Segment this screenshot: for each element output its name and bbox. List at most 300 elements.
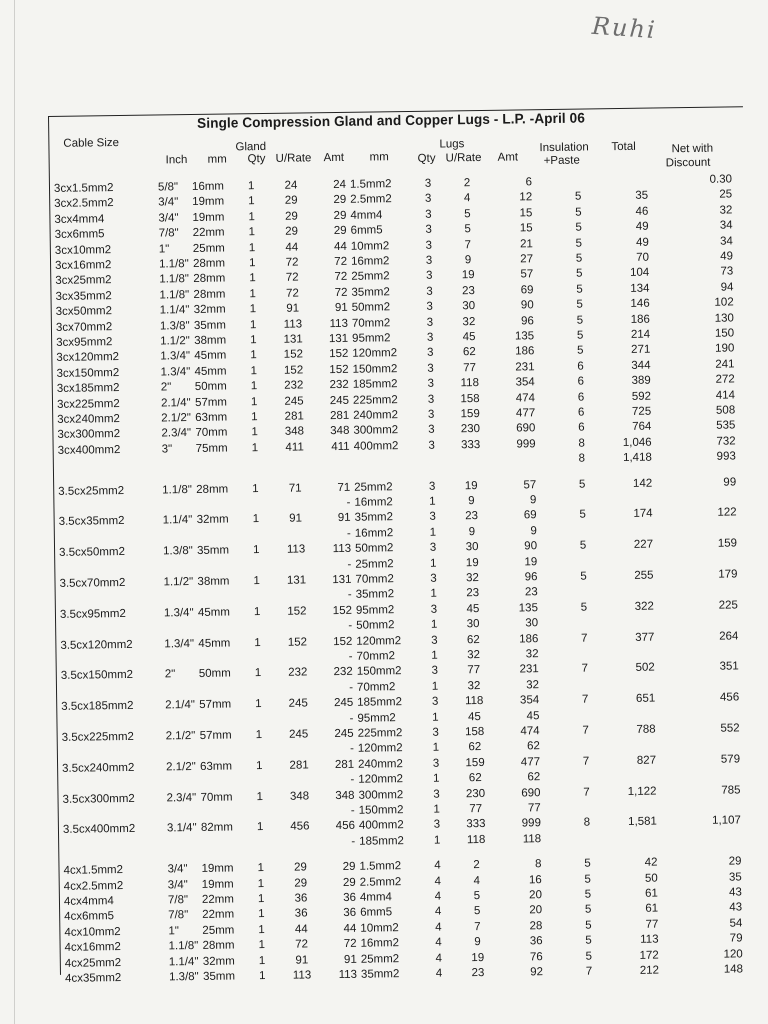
gland-qty-cell: 1	[254, 636, 261, 649]
lugs-mm-cell: 95mm2	[355, 604, 395, 617]
lugs-qty-cell: 3	[429, 541, 437, 554]
lugs-amt-cell: 21	[519, 237, 533, 251]
gland-urate-cell: 113	[286, 543, 306, 556]
gland-mm-cell: 28mm	[193, 272, 226, 286]
lugs-qty-cell: 3	[431, 695, 439, 708]
cable-size-cell: 3.5cx25mm2	[58, 484, 125, 498]
lugs-urate-cell: 23	[461, 284, 475, 298]
gland-amt-cell: 131	[332, 573, 352, 587]
cable-size-cell: 3cx10mm2	[54, 243, 112, 257]
gland-amt-cell: 232	[329, 379, 349, 392]
header-urate: U/Rate	[275, 152, 312, 165]
lugs-amt-cell: 27	[520, 253, 534, 266]
lugs-amt-cell: 20	[529, 904, 543, 917]
total-cell: 827	[636, 754, 657, 767]
gland-inch-cell: 7/8"	[158, 227, 179, 240]
lugs-qty-cell: 3	[427, 362, 434, 375]
lugs-amt-cell: 474	[520, 725, 540, 738]
lugs-urate-cell: 23	[466, 587, 480, 600]
cable-size-cell: 4cx16mm2	[64, 941, 121, 955]
lugs-urate-cell: 77	[469, 803, 483, 816]
gland-inch-cell: 1.1/8"	[158, 258, 189, 271]
lugs-urate-cell: 45	[466, 602, 480, 616]
gland-urate-cell: 152	[283, 348, 304, 362]
gland-amt-cell: 113	[329, 317, 349, 330]
lugs-qty-cell: 3	[428, 439, 435, 452]
scan-edge-line	[14, 0, 15, 1024]
net-with-discount-cell	[674, 491, 736, 492]
gland-mm-cell: 25mm	[192, 242, 225, 255]
gland-amt-cell: 113	[332, 542, 352, 556]
total-cell: 592	[631, 390, 652, 403]
gland-amt-cell: 281	[329, 409, 350, 423]
lugs-mm-cell: 70mm2	[356, 650, 396, 663]
total-cell: 134	[630, 282, 650, 295]
net-with-discount-cell: 241	[715, 358, 735, 371]
cable-size-cell: 3cx50mm2	[55, 305, 113, 319]
insulation-paste-cell: 5	[584, 888, 592, 901]
gland-inch-cell: 5/8"	[157, 181, 179, 194]
gland-amt-cell: 91	[337, 512, 351, 525]
gland-mm-cell: 19mm	[201, 862, 234, 876]
lugs-urate-cell: 5	[464, 207, 471, 220]
lugs-qty-cell: 4	[435, 952, 443, 965]
cable-size-cell: 3cx225mm2	[56, 397, 120, 411]
lugs-mm-cell: 25mm2	[351, 270, 390, 284]
lugs-mm-cell: 10mm2	[360, 921, 399, 935]
net-with-discount-cell	[678, 769, 740, 770]
lugs-urate-cell: 77	[467, 664, 481, 677]
gland-inch-cell: 1.1/4"	[159, 304, 190, 317]
lugs-amt-cell: 477	[520, 755, 541, 769]
gland-urate-cell: 72	[285, 256, 299, 269]
lugs-urate-cell: 333	[466, 818, 486, 831]
gland-urate-cell: 152	[287, 605, 307, 618]
lugs-amt-cell: 96	[524, 571, 538, 584]
lugs-urate-cell: 5	[473, 905, 481, 918]
gland-qty-cell: 1	[252, 513, 260, 526]
lugs-mm-cell: 95mm2	[357, 711, 396, 725]
gland-urate-cell: 72	[285, 271, 299, 285]
gland-inch-cell: 1.3/4"	[160, 365, 191, 379]
gland-amt-cell: -	[351, 835, 356, 848]
gland-inch-cell: 1.3/4"	[164, 637, 195, 651]
gland-inch-cell: 1.1/4"	[162, 514, 193, 527]
gland-amt-cell: 24	[333, 178, 347, 192]
gland-urate-cell: 411	[285, 441, 304, 454]
lugs-qty-cell: 1	[433, 772, 440, 785]
lugs-qty-cell: 1	[433, 803, 441, 816]
total-cell	[603, 554, 653, 555]
lugs-amt-cell: 690	[516, 422, 536, 435]
header-discount: Discount	[665, 156, 711, 170]
lugs-mm-cell: 16mm2	[360, 937, 400, 950]
net-with-discount-cell	[676, 645, 738, 646]
gland-urate-cell: 152	[287, 636, 308, 649]
gland-mm-cell: 16mm	[191, 180, 225, 193]
gland-mm-cell: 70mm	[200, 791, 233, 804]
net-with-discount-cell	[679, 799, 741, 800]
net-with-discount-cell: 79	[729, 932, 743, 945]
gland-inch-cell: 1"	[158, 242, 170, 256]
lugs-urate-cell: 32	[467, 679, 481, 692]
gland-mm-cell: 45mm	[198, 637, 231, 650]
lugs-qty-cell: 4	[435, 967, 443, 980]
lugs-qty-cell: 1	[432, 711, 439, 724]
gland-amt-cell: 36	[343, 907, 357, 920]
gland-amt-cell: 72	[334, 255, 348, 269]
insulation-paste-cell: 7	[583, 786, 590, 799]
gland-inch-cell: 1.3/4"	[160, 350, 191, 363]
total-cell	[607, 801, 657, 802]
net-with-discount-cell: 179	[718, 568, 738, 581]
cable-size-cell: 4cx35mm2	[64, 972, 122, 985]
lugs-mm-cell: 10mm2	[350, 239, 390, 253]
header-mm: mm	[207, 153, 227, 166]
lugs-mm-cell: 35mm2	[360, 968, 400, 981]
total-cell	[604, 616, 654, 617]
lugs-qty-cell: 1	[429, 526, 437, 539]
cable-size-cell: 3cx25mm2	[55, 274, 112, 288]
lugs-qty-cell: 3	[429, 511, 436, 524]
lugs-qty-cell: 4	[434, 859, 441, 872]
total-cell: 344	[631, 359, 651, 372]
lugs-mm-cell: 25mm2	[354, 480, 393, 494]
cable-size-cell: 3.5cx50mm2	[59, 546, 126, 560]
net-with-discount-cell: 43	[729, 901, 743, 914]
lugs-mm-cell: 35mm2	[355, 588, 395, 602]
lugs-mm-cell: 1.5mm2	[349, 178, 392, 191]
header-lugs: Lugs	[439, 138, 465, 151]
insulation-paste-cell: 5	[579, 508, 586, 522]
gland-qty-cell: 1	[250, 364, 258, 377]
lugs-mm-cell: 400mm2	[353, 439, 399, 453]
header-lugs-qty: Qty	[417, 152, 436, 165]
total-cell: 146	[630, 297, 650, 311]
lugs-mm-cell: 25mm2	[355, 557, 394, 571]
gland-urate-cell: 24	[284, 179, 298, 192]
total-cell: 1,418	[622, 451, 652, 465]
gland-inch-cell: 2.1/4"	[160, 396, 191, 410]
total-cell: 1,581	[628, 815, 657, 829]
insulation-paste-cell: 5	[584, 873, 591, 886]
lugs-qty-cell: 3	[433, 818, 441, 832]
gland-amt-cell: 72	[343, 937, 357, 951]
cable-size-cell: 3cx185mm2	[56, 382, 120, 396]
gland-amt-cell: -	[350, 773, 355, 787]
gland-qty-cell: 1	[254, 667, 262, 680]
cable-size-cell: 3cx300mm2	[57, 428, 121, 442]
lugs-mm-cell: 120mm2	[357, 742, 403, 756]
lugs-amt-cell: 57	[520, 268, 534, 281]
gland-qty-cell: 1	[256, 821, 264, 834]
lugs-mm-cell: 150mm2	[352, 362, 398, 376]
gland-mm-cell: 82mm	[200, 821, 233, 835]
gland-qty-cell: 1	[250, 334, 257, 347]
lugs-amt-cell: 186	[519, 632, 539, 646]
total-cell: 788	[636, 723, 656, 736]
gland-amt-cell: -	[347, 558, 352, 571]
gland-amt-cell: 411	[331, 440, 350, 453]
net-with-discount-cell: 122	[717, 506, 737, 520]
lugs-mm-cell: 2.5mm2	[359, 875, 402, 889]
gland-inch-cell: 2.1/2"	[161, 412, 191, 425]
insulation-paste-cell: 5	[575, 252, 583, 265]
net-with-discount-cell: 414	[715, 389, 736, 402]
total-cell: 725	[631, 405, 652, 418]
gland-mm-cell: 28mm	[196, 483, 229, 496]
gland-amt-cell: 281	[334, 758, 355, 771]
page-title: Single Compression Gland and Copper Lugs - L.P. -April 06	[196, 109, 586, 131]
lugs-urate-cell: 158	[464, 725, 485, 739]
cable-size-cell: 3cx240mm2	[57, 413, 120, 426]
net-with-discount-cell: 94	[720, 281, 734, 294]
net-with-discount-cell: 35	[728, 870, 742, 884]
gland-mm-cell: 63mm	[195, 411, 228, 424]
lugs-mm-cell: 150mm2	[356, 665, 402, 679]
gland-qty-cell: 1	[249, 318, 257, 331]
lugs-urate-cell	[452, 454, 490, 455]
cable-size-cell: 3cx4mm4	[54, 213, 105, 226]
lugs-amt-cell: 8	[535, 858, 542, 871]
net-with-discount-cell: 508	[715, 404, 736, 417]
net-with-discount-cell: 99	[723, 476, 737, 489]
gland-inch-cell: 1"	[168, 925, 179, 938]
gland-amt-cell: 232	[333, 666, 353, 679]
lugs-urate-cell: 77	[463, 361, 477, 375]
lugs-mm-cell: 50mm2	[354, 542, 394, 555]
gland-amt-cell: 152	[329, 363, 349, 376]
lugs-amt-cell: 477	[515, 407, 536, 420]
lugs-qty-cell: 3	[425, 254, 433, 267]
lugs-amt-cell: 90	[524, 540, 538, 553]
gland-urate-cell: 113	[283, 318, 303, 331]
lugs-mm-cell: 95mm2	[352, 332, 391, 345]
header-total: Total	[611, 140, 636, 154]
lugs-qty-cell: 3	[430, 572, 437, 585]
cable-size-cell: 3cx2.5mm2	[54, 197, 114, 211]
lugs-mm-cell: 185mm2	[352, 378, 398, 391]
lugs-urate-cell: 30	[465, 541, 479, 554]
cable-size-cell: 3cx35mm2	[55, 289, 112, 303]
lugs-urate-cell: 30	[466, 618, 480, 631]
gland-urate-cell: 29	[284, 210, 298, 223]
gland-qty-cell: 1	[258, 939, 266, 952]
lugs-mm-cell: 6mm5	[360, 906, 393, 920]
insulation-paste-cell: 8	[578, 452, 586, 465]
gland-urate-cell: 281	[284, 410, 304, 423]
gland-amt-cell: 348	[330, 425, 350, 438]
gland-urate-cell: 72	[295, 938, 309, 951]
lugs-urate-cell: 19	[464, 479, 478, 492]
gland-inch-cell: 1.3/8"	[168, 970, 199, 984]
gland-qty-cell: 1	[257, 862, 265, 875]
insulation-paste-cell: 5	[575, 206, 582, 219]
total-cell: 42	[644, 856, 658, 869]
total-cell: 46	[635, 205, 649, 218]
lugs-qty-cell: 3	[432, 726, 439, 739]
insulation-paste-cell: 6	[577, 360, 584, 373]
gland-amt-cell: 29	[333, 225, 347, 238]
lugs-urate-cell: 5	[464, 223, 471, 236]
lugs-mm-cell: 6mm5	[350, 224, 383, 237]
lugs-amt-cell: 231	[519, 663, 539, 676]
lugs-urate-cell: 9	[468, 495, 475, 508]
total-cell: 61	[645, 887, 658, 900]
lugs-urate-cell: 159	[460, 408, 480, 421]
header-net: Net with	[671, 142, 714, 156]
insulation-paste-cell: 5	[574, 190, 582, 204]
gland-urate-cell: 245	[284, 395, 304, 408]
lugs-mm-cell: 16mm2	[354, 496, 393, 509]
gland-amt-cell: 245	[329, 394, 350, 407]
lugs-urate-cell: 9	[474, 936, 481, 949]
lugs-amt-cell: 45	[526, 709, 540, 722]
gland-qty-cell: 1	[258, 970, 266, 983]
cable-size-cell: 3cx16mm2	[55, 259, 112, 272]
lugs-mm-cell: 225mm2	[357, 727, 403, 740]
lugs-urate-cell: 118	[464, 695, 484, 708]
total-cell: 174	[633, 507, 653, 521]
net-with-discount-cell: 190	[715, 342, 735, 356]
lugs-amt-cell: 20	[529, 889, 543, 902]
gland-mm-cell: 28mm	[193, 288, 226, 301]
lugs-qty-cell: 3	[428, 424, 435, 437]
gland-mm-cell: 50mm	[194, 380, 227, 394]
gland-amt-cell: -	[350, 804, 355, 817]
gland-mm-cell: 38mm	[194, 334, 227, 347]
net-with-discount-cell: 29	[728, 855, 742, 868]
lugs-mm-cell: 2.5mm2	[350, 193, 392, 207]
lugs-amt-cell: 90	[520, 299, 534, 312]
lugs-mm-cell: 185mm2	[357, 696, 403, 709]
total-cell: 186	[630, 313, 650, 326]
gland-qty-cell: 1	[258, 908, 265, 921]
header-insulation: Insulation	[539, 141, 589, 155]
lugs-urate-cell: 158	[460, 392, 480, 405]
gland-inch-cell: 3/4"	[158, 196, 179, 209]
insulation-paste-cell: 5	[585, 934, 592, 947]
lugs-urate-cell: 19	[471, 951, 485, 964]
gland-mm-cell: 32mm	[202, 955, 235, 968]
lugs-urate-cell: 45	[462, 331, 476, 344]
lugs-amt-cell: 9	[530, 525, 537, 538]
gland-qty-cell: 1	[252, 482, 259, 495]
cable-size-cell: 3cx6mm5	[54, 228, 105, 242]
gland-amt-cell: 456	[335, 820, 356, 833]
gland-mm-cell: 28mm	[192, 257, 226, 270]
cable-size-cell: 3.5cx225mm2	[61, 730, 134, 744]
insulation-paste-cell: 6	[577, 375, 585, 388]
net-with-discount-cell	[677, 707, 739, 708]
lugs-amt-cell: 135	[518, 602, 539, 615]
gland-qty-cell: 1	[250, 395, 258, 408]
cable-size-cell: 3.5cx185mm2	[61, 700, 134, 714]
header-paste: +Paste	[543, 154, 580, 168]
gland-urate-cell: 232	[288, 666, 308, 680]
lugs-urate-cell: 19	[465, 556, 479, 569]
gland-inch-cell: 1.1/8"	[159, 273, 190, 286]
lugs-urate-cell: 9	[464, 254, 472, 267]
gland-amt-cell: 91	[343, 953, 357, 966]
gland-urate-cell: 91	[295, 954, 309, 967]
lugs-mm-cell: 25mm2	[360, 952, 400, 966]
insulation-paste-cell: 7	[581, 662, 589, 675]
lugs-urate-cell: 118	[460, 377, 480, 390]
lugs-qty-cell: 3	[426, 300, 433, 313]
lugs-urate-cell: 62	[466, 633, 480, 646]
insulation-paste-cell: 5	[580, 601, 588, 614]
gland-mm-cell: 22mm	[201, 893, 234, 906]
lugs-urate-cell: 118	[466, 833, 486, 847]
gland-qty-cell: 1	[247, 180, 255, 193]
gland-urate-cell: 348	[284, 425, 305, 439]
lugs-amt-cell: 186	[515, 345, 535, 358]
insulation-paste-cell: 8	[578, 437, 585, 450]
gland-inch-cell: 3/4"	[167, 863, 188, 876]
net-with-discount-cell: 73	[720, 265, 734, 279]
insulation-paste-cell: 5	[585, 919, 592, 932]
gland-urate-cell: 245	[288, 697, 308, 710]
lugs-qty-cell: 3	[425, 223, 432, 236]
gland-inch-cell: 2.1/2"	[166, 760, 196, 774]
lugs-amt-cell: 77	[527, 802, 541, 815]
lugs-urate-cell: 32	[467, 649, 481, 662]
insulation-paste-cell: 7	[581, 693, 589, 706]
lugs-qty-cell: 1	[430, 588, 437, 601]
net-with-discount-cell: 225	[718, 599, 738, 612]
gland-inch-cell: 1.1/2"	[163, 576, 194, 589]
total-cell	[603, 523, 653, 524]
lugs-mm-cell: 120mm2	[356, 634, 402, 648]
insulation-paste-cell: 5	[575, 237, 583, 250]
total-cell: 651	[635, 692, 656, 706]
gland-amt-cell: -	[346, 496, 351, 509]
net-with-discount-cell: 34	[719, 235, 733, 248]
lugs-qty-cell: 4	[434, 875, 442, 888]
lugs-mm-cell: 50mm2	[351, 301, 391, 314]
lugs-amt-cell: 15	[519, 222, 533, 235]
cable-size-cell: 3.5cx120mm2	[60, 638, 133, 652]
total-cell	[604, 585, 654, 586]
gland-amt-cell: 29	[333, 209, 347, 222]
net-with-discount-cell: 579	[720, 753, 741, 766]
lugs-urate-cell: 159	[465, 756, 485, 770]
gland-inch-cell: 3"	[161, 443, 173, 456]
gland-qty-cell: 1	[248, 210, 255, 224]
lugs-qty-cell: 4	[435, 921, 442, 934]
lugs-qty-cell: 3	[425, 270, 433, 283]
lugs-amt-cell: 69	[523, 509, 537, 522]
lugs-urate-cell: 9	[468, 525, 476, 538]
lugs-mm-cell: 400mm2	[358, 819, 404, 833]
net-with-discount-cell	[675, 553, 737, 554]
gland-urate-cell: 232	[284, 379, 304, 392]
gland-amt-cell: 152	[333, 635, 353, 648]
lugs-qty-cell: 3	[428, 480, 436, 493]
insulation-paste-cell: 7	[582, 755, 590, 768]
net-with-discount-cell: 150	[714, 327, 735, 340]
lugs-amt-cell: 36	[529, 935, 543, 948]
lugs-qty-cell: 3	[426, 316, 434, 329]
gland-amt-cell: 29	[342, 876, 356, 889]
gland-amt-cell: 245	[334, 727, 354, 741]
gland-mm-cell: 50mm	[198, 667, 231, 681]
gland-amt-cell: -	[349, 712, 354, 725]
net-with-discount-cell: 535	[716, 419, 736, 433]
gland-urate-cell: 36	[294, 907, 308, 921]
lugs-amt-cell: 32	[525, 648, 539, 661]
